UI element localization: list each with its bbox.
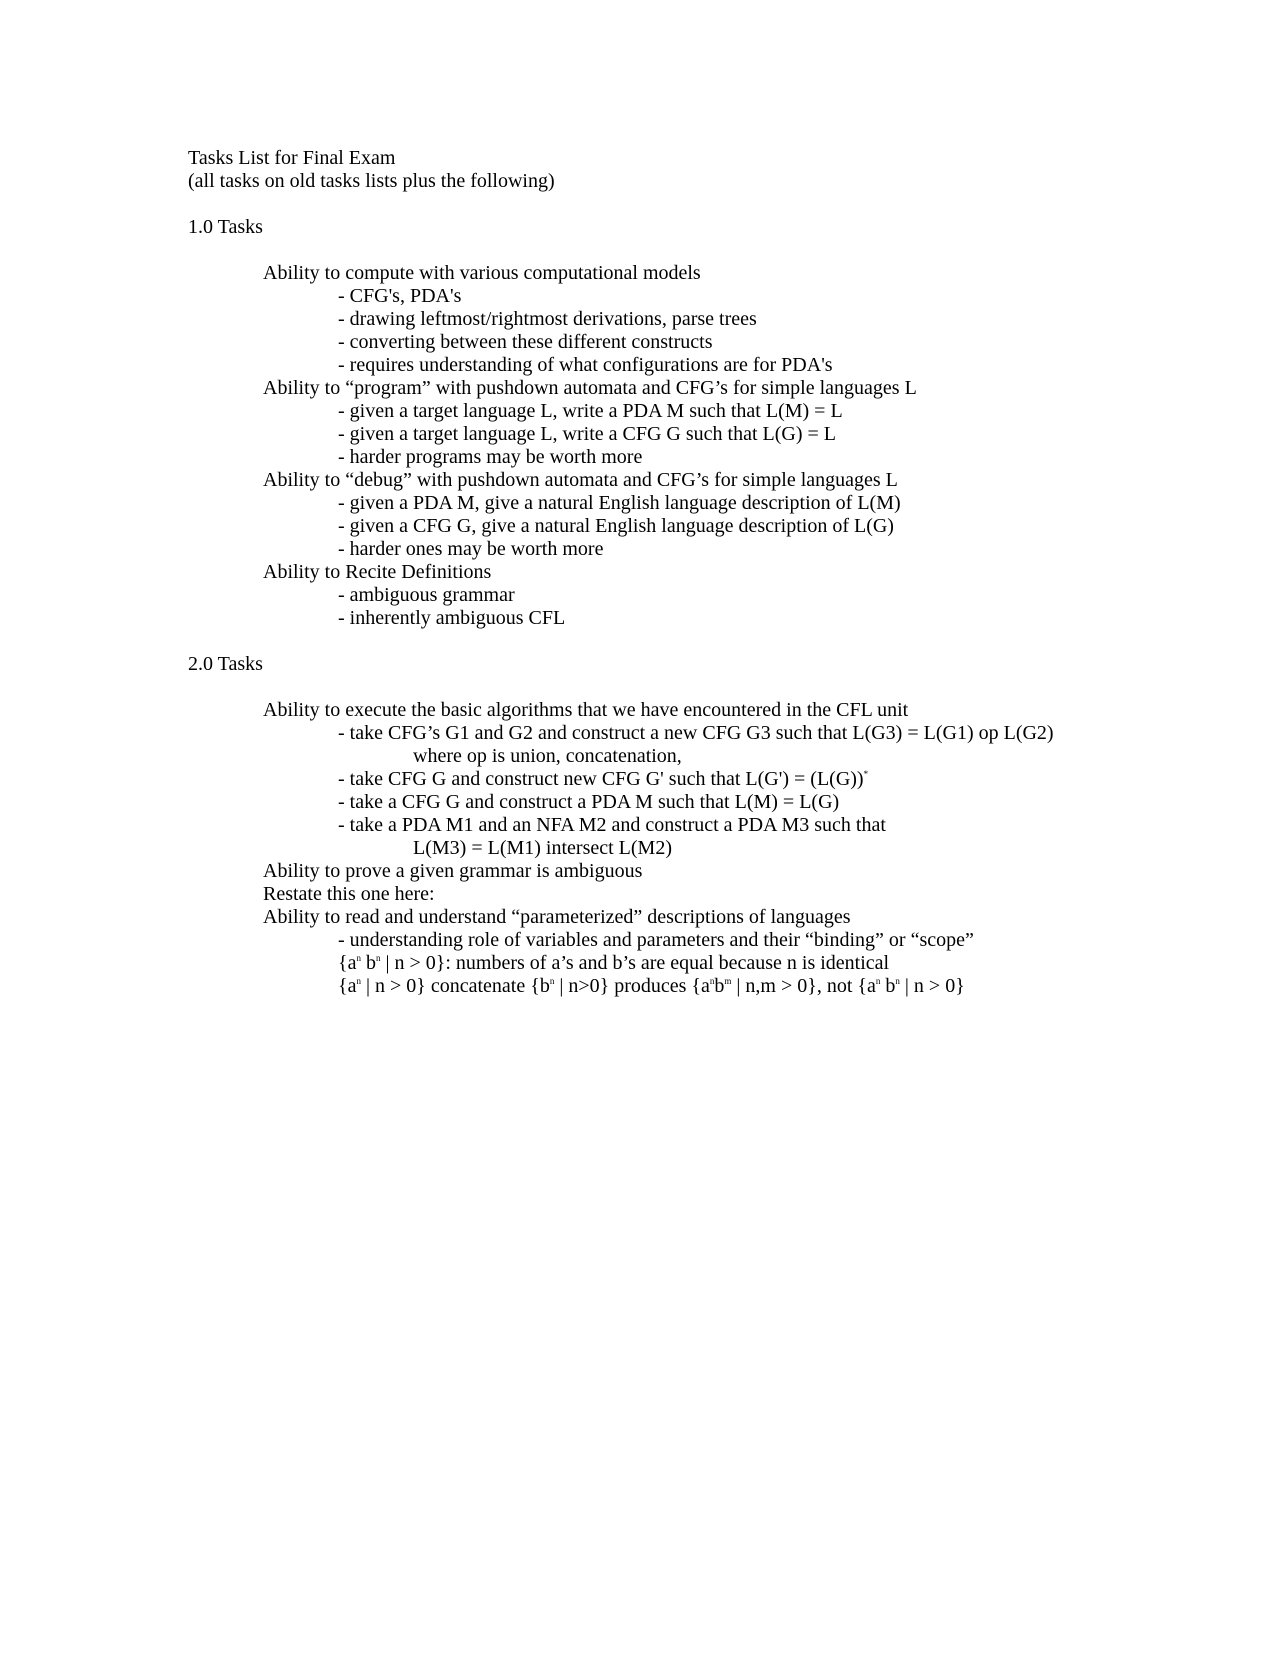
list-item: - given a target language L, write a PDA M such that L(M) = L (338, 400, 843, 422)
superscript: n (375, 953, 381, 963)
list-item: - given a CFG G, give a natural English language description of L(G) (338, 515, 894, 537)
ability-prove-ambiguous: Ability to prove a given grammar is ambiguous (263, 860, 643, 882)
restate-note: Restate this one here: (263, 883, 435, 905)
math-text: | n > 0}: numbers of a’s and b’s are equal because n is identical (380, 952, 890, 974)
list-item: - take a CFG G and construct a PDA M such that L(M) = L(G) (338, 791, 840, 813)
superscript: n (356, 976, 361, 986)
kleene-star: * (863, 769, 869, 779)
list-item-continuation: L(M3) = L(M1) intersect L(M2) (413, 837, 672, 859)
list-item: - take CFG’s G1 and G2 and construct a new CFG G3 such that L(G3) = L(G1) op L(G2) (338, 722, 1054, 744)
ability-algorithms: Ability to execute the basic algorithms that we have encountered in the CFL unit (263, 699, 909, 721)
superscript: m (724, 976, 732, 986)
ability-debug: Ability to “debug” with pushdown automata and CFG’s for simple languages L (263, 469, 898, 491)
math-text: {a (338, 952, 357, 974)
section-heading-1: 1.0 Tasks (188, 216, 263, 238)
section-heading-2: 2.0 Tasks (188, 653, 263, 675)
superscript: n (356, 953, 361, 963)
superscript: n (875, 976, 881, 986)
list-item-text: - take CFG G and construct new CFG G' such that L(G') = (L(G)) (338, 768, 864, 790)
math-text: | n > 0} concatenate {b (360, 975, 550, 997)
example-concatenation (338, 974, 965, 1001)
ability-compute: Ability to compute with various computational models (263, 262, 701, 284)
math-text: b (714, 975, 725, 997)
superscript: n (895, 976, 900, 986)
math-text: | n>0} produces {a (554, 975, 710, 997)
list-item: - converting between these different constructs (338, 331, 713, 353)
ability-program: Ability to “program” with pushdown automata and CFG’s for simple languages L (263, 377, 917, 399)
superscript: n (709, 976, 715, 986)
document-title: Tasks List for Final Exam (188, 147, 396, 169)
math-text: | n,m > 0}, not {a (731, 975, 876, 997)
list-item-continuation: where op is union, concatenation, (413, 745, 682, 767)
list-item: - take a PDA M1 and an NFA M2 and construct a PDA M3 such that (338, 814, 886, 836)
list-item: - given a target language L, write a CFG G such that L(G) = L (338, 423, 836, 445)
document-subtitle: (all tasks on old tasks lists plus the following) (188, 170, 555, 192)
math-text: b (880, 975, 896, 997)
list-item: - inherently ambiguous CFL (338, 607, 566, 629)
math-text: {a (338, 975, 357, 997)
ability-parameterized: Ability to read and understand “parameterized” descriptions of languages (263, 906, 851, 928)
ability-definitions: Ability to Recite Definitions (263, 561, 492, 583)
list-item: - understanding role of variables and parameters and their “binding” or “scope” (338, 929, 974, 951)
list-item: - harder programs may be worth more (338, 446, 643, 468)
list-item: - drawing leftmost/rightmost derivations, parse trees (338, 308, 757, 330)
list-item: - harder ones may be worth more (338, 538, 604, 560)
list-item: - given a PDA M, give a natural English language description of L(M) (338, 492, 901, 514)
list-item: - CFG's, PDA's (338, 285, 462, 307)
math-text: | n > 0} (899, 975, 965, 997)
superscript: n (549, 976, 555, 986)
list-item: - requires understanding of what configurations are for PDA's (338, 354, 833, 376)
list-item: - ambiguous grammar (338, 584, 515, 606)
math-text: b (360, 952, 376, 974)
